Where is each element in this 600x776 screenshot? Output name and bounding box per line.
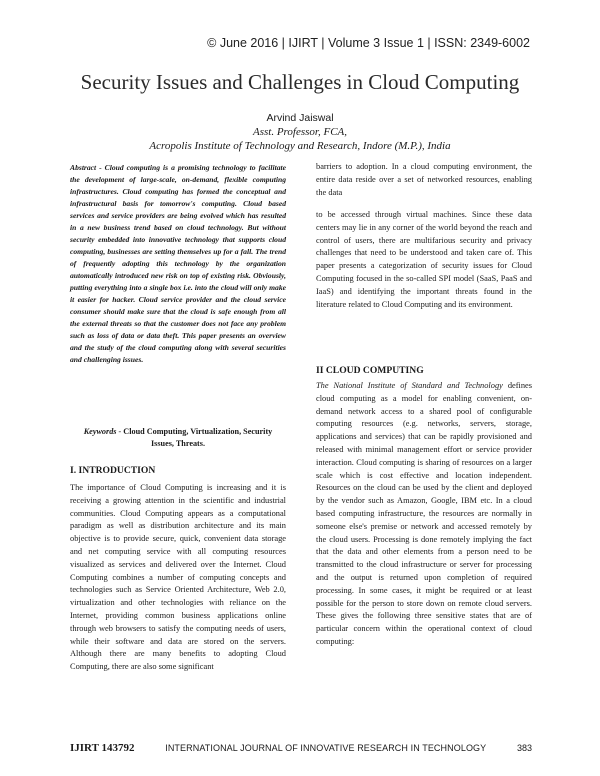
cloud-computing-text: [316, 380, 532, 649]
author-name: Arvind Jaiswal: [266, 112, 334, 124]
footer-page-number: 383: [516, 743, 532, 753]
introduction-text: The importance of Cloud Computing is increasing and it is receiving a growing attention in the scientific and industrial communities. Cloud Computing appears as a computational paradigm as well as distribution architecture and its main objective is to provide secure, quick, convenient data storage and net computing service with all computing resources visualized as services and delivered over the Internet. Cloud Computing combines a number of computing concepts and technologies such as Service Oriented Architecture, Web 2.0, virtualization and other technologies with reliance on the Internet, providing common business applications online through web browsers to satisfy the computing needs of users, while their software and data are stored on the servers. Although there are many benefits to adopting Cloud Computing, there are also some significant: [70, 483, 286, 672]
keywords-text: Cloud Computing, Virtualization, Security Issues, Threats.: [123, 427, 273, 448]
abstract: Abstract - Cloud computing is a promising technology to facilitate the development of large-scale, on-demand, flexible computing infrastructures. Cloud computing has formed the conceptual and infrastructural basis for tomorrow's computing. Cloud based services and service providers are being evolved which has resulted in a new business trend based on cloud technology. But without security embedded into innovative technology that supports cloud computing, businesses are setting themselves up for a fall. The trend of frequently adopting this technology by the organization automatically introduced new risk on top of existing risk. Obviously, putting everything into a single box i.e. into the cloud will only make it easier for hacker. Cloud service provider and the cloud service consumer should make sure that the cloud is safe enough from all the external threats so that the customer does not face any problem such as loss of data or data theft. This paper presents an overview and the study of the cloud computing along with several securities and challenging issues.: [70, 163, 286, 364]
keywords-label: Keywords -: [83, 427, 122, 436]
footer-journal-name: INTERNATIONAL JOURNAL OF INNOVATIVE RESEARCH IN TECHNOLOGY: [165, 743, 487, 753]
section-heading-cloud-computing: II CLOUD COMPUTING: [316, 365, 424, 376]
paper-title: Security Issues and Challenges in Cloud Computing: [80, 70, 520, 94]
journal-header: © June 2016 | IJIRT | Volume 3 Issue 1 | ISSN: 2349-6002: [207, 36, 530, 50]
author-affiliation: Acropolis Institute of Technology and Research, Indore (M.P.), India: [149, 140, 451, 152]
right-column-text-continued: to be accessed through virtual machines. Since these data centers may lie in any corner of the world beyond the reach and control of users, there are multifarious security and privacy challenges that need to be understood and taken care of. This paper presents a categorization of security issues for Cloud Computing focused in the so-called SPI model (SaaS, PaaS and IaaS) and identifying the important threats found in the literature related to Cloud Computing and its environment.: [316, 210, 532, 309]
page-footer: [70, 742, 532, 754]
footer-paper-id: IJIRT 143792: [70, 742, 135, 754]
nist-name: The National Institute of Standard and Technology: [316, 381, 503, 390]
author-position: Asst. Professor, FCA,: [252, 126, 347, 138]
left-column: [70, 162, 286, 450]
keywords: [70, 426, 286, 450]
section-heading-introduction: I. INTRODUCTION: [70, 465, 156, 476]
cloud-computing-definition: defines cloud computing as a model for enabling convenient, on-demand network access to a shared pool of configurable computing resources (e.g. networks, servers, storage, applications and services) that can be rapidly provisioned and released with minimal management effort or service provider interaction. Cloud computing is sharing of resources on a larger scale which is cost effective and location independent. Resources on the cloud can be used by the client and deployed by the vendor such as Amazon, Google, IBM etc. In a cloud based computing infrastructure, the resources are normally in someone else's premise or network and accessed remotely by the cloud users. Processing is done remotely implying the fact that the data and other elements from a person need to be transmitted to the cloud infrastructure or server for processing and the output is returned upon completion of required processing. In some cases, it might be required or at least possible for the person to store down on remote cloud servers. These gives the following three sensitive states that are of particular concern within the operational context of cloud computing:: [316, 381, 533, 646]
right-column-text-top: barriers to adoption. In a cloud computing environment, the entire data reside over a set of networked resources, enabling the data: [316, 162, 532, 197]
